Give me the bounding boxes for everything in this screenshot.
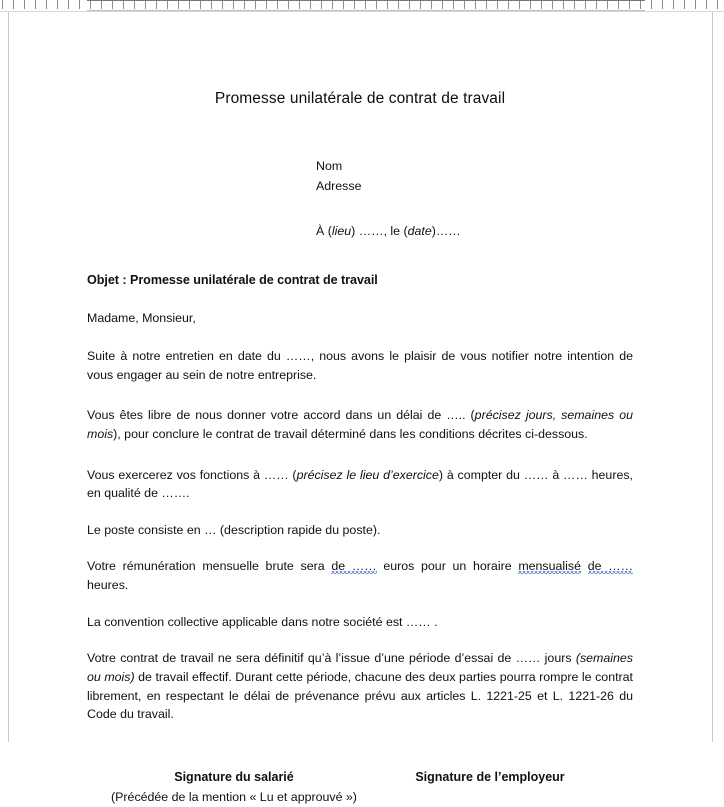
subject-line: Objet : Promesse unilatérale de contrat de travail <box>87 273 378 288</box>
paragraph-essai-text-1: Votre contrat de travail ne sera définitif qu’à l’issue d’une période d’essai de …… jours <box>87 651 576 666</box>
document-page[interactable] <box>9 13 712 805</box>
place-date-prefix: À ( <box>316 224 332 239</box>
paragraph-convention-collective <box>87 613 633 632</box>
paragraph-description-text: Le poste consiste en … (description rapide du poste). <box>87 522 381 537</box>
signature-block <box>87 768 633 807</box>
recipient-name: Nom <box>316 159 343 173</box>
paragraph-delai-reponse <box>87 406 633 443</box>
paragraph-delai-hint: précisez jours, semaines ou mois <box>87 408 633 442</box>
ruler-baseline <box>0 11 724 12</box>
date-placeholder-label: date <box>407 224 432 239</box>
spellcheck-flag-3[interactable]: de …… <box>587 559 633 574</box>
horizontal-ruler[interactable] <box>0 0 724 12</box>
paragraph-essai-hint: (semaines ou mois) <box>87 651 633 684</box>
paragraph-remuneration-text-3 <box>581 559 588 573</box>
paragraph-convention-text: La convention collective applicable dans notre société est …… . <box>87 614 438 629</box>
signature-employer <box>365 768 615 787</box>
spellcheck-flag-1[interactable]: de …… <box>331 559 377 574</box>
spellcheck-flag-2[interactable]: mensualisé <box>518 559 581 574</box>
paragraph-lieu-text-2: ) à compter du …… à …… heures, en qualité de ……. <box>87 467 633 501</box>
paragraph-periode-essai <box>87 649 633 723</box>
place-date-middle: ) ……, le ( <box>351 224 408 239</box>
page-edge-right <box>712 12 713 742</box>
place-and-date-line <box>316 224 633 238</box>
recipient-address: Adresse <box>316 178 362 193</box>
paragraph-remuneration-text-4: heures. <box>87 578 129 593</box>
signature-employee-title: Signature du salarié <box>174 769 294 784</box>
recipient-block <box>316 157 633 196</box>
paragraph-lieu-hint: précisez le lieu d’exercice <box>296 467 439 482</box>
place-placeholder-label: lieu <box>331 224 352 239</box>
paragraph-intention <box>87 347 633 384</box>
signature-employee <box>109 768 359 807</box>
paragraph-remuneration-text-2: euros pour un horaire <box>376 559 519 574</box>
paragraph-essai-text-2: de travail effectif. Durant cette période, chacune des deux parties pourra rompre le contrat librement, en respectant le délai de prévenance prévu aux articles L. 1221-25 et L. 1221-26 du Code du travail. <box>87 669 633 722</box>
paragraph-remuneration <box>87 557 633 594</box>
paragraph-remuneration-text-1: Votre rémunération mensuelle brute sera <box>87 559 332 574</box>
place-date-suffix: )…… <box>431 224 461 239</box>
paragraph-lieu-text-1: Vous exercerez vos fonctions à …… ( <box>87 467 297 482</box>
page-title: Promesse unilatérale de contrat de travail <box>214 90 506 107</box>
paragraph-lieu-exercice <box>87 466 633 503</box>
paragraph-delai-text-2: ), pour conclure le contrat de travail déterminé dans les conditions décrites ci-dessous. <box>113 427 588 442</box>
document-text-body[interactable] <box>87 13 633 807</box>
paragraph-intention-text: Suite à notre entretien en date du ……, nous avons le plaisir de vous notifier notre intention de vous engager au sein de notre entreprise. <box>87 349 633 382</box>
ruler-margin-band[interactable] <box>87 0 645 11</box>
signature-employer-title: Signature de l’employeur <box>415 769 565 784</box>
paragraph-delai-text-1: Vous êtes libre de nous donner votre accord dans un délai de ….. ( <box>87 408 475 423</box>
signature-employee-note: (Précédée de la mention « Lu et approuvé ») <box>111 790 357 805</box>
salutation: Madame, Monsieur, <box>87 311 196 326</box>
paragraph-description-poste <box>87 521 633 540</box>
